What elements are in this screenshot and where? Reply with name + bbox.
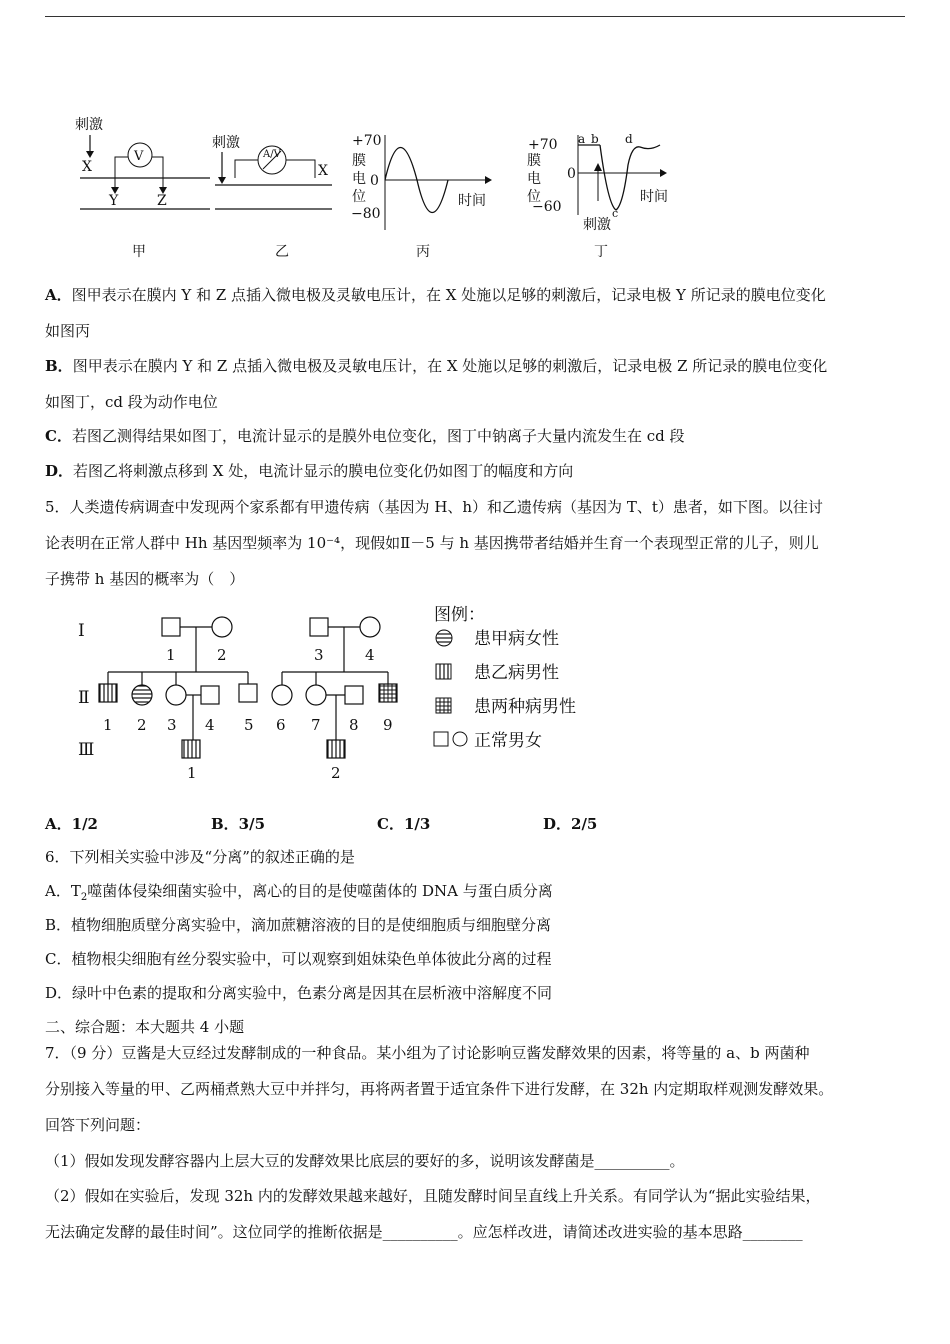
q5-options bbox=[45, 814, 597, 834]
q4-figure bbox=[60, 105, 720, 265]
ding-ylabel-2: 电 bbox=[527, 171, 541, 187]
q6-stem: 6．下列相关实验中涉及“分离”的叙述正确的是 bbox=[45, 848, 355, 866]
g3-num-2: 2 bbox=[331, 764, 341, 782]
ding-bottom: −60 bbox=[532, 199, 562, 215]
ding-stim: 刺激 bbox=[583, 217, 611, 233]
panel-label-bing: 丙 bbox=[416, 244, 430, 260]
g3-num-1: 1 bbox=[187, 764, 197, 782]
q5-option-b: B．3/5 bbox=[211, 815, 266, 833]
q5-option-d: D．2/5 bbox=[543, 815, 598, 833]
yi-stim-label: 刺激 bbox=[212, 135, 240, 151]
bing-ylabel-3: 位 bbox=[352, 189, 366, 205]
g2-num-1: 1 bbox=[103, 716, 113, 734]
panel-label-jia: 甲 bbox=[132, 244, 146, 260]
q7-part2-line1: （2）假如在实验后，发现 32h 内的发酵效果越来越好，且随发酵时间呈直线上升关系。有同学认为“据此实验结果， bbox=[45, 1187, 821, 1205]
q4-option-b-line1: B．图甲表示在膜内 Y 和 Z 点插入微电极及灵敏电压计，在 X 处施以足够的刺激后，记录电极 Z 所记录的膜电位变化 bbox=[45, 357, 828, 375]
jia-stim-label: 刺激 bbox=[75, 117, 103, 133]
q4-option-d: D．若图乙将刺激点移到 X 处，电流计显示的膜电位变化仍如图丁的幅度和方向 bbox=[45, 462, 574, 480]
q4-option-c: C．若图乙测得结果如图丁，电流计显示的是膜外电位变化，图丁中钠离子大量内流发生在 cd 段 bbox=[45, 427, 685, 445]
legend-title: 图例： bbox=[434, 605, 485, 625]
yi-x-label: X bbox=[318, 163, 328, 179]
bing-bottom: −80 bbox=[351, 206, 381, 222]
bing-ylabel-1: 膜 bbox=[352, 153, 366, 169]
q5-option-c: C．1/3 bbox=[377, 815, 431, 833]
ding-xlabel: 时间 bbox=[640, 189, 668, 205]
section-2-heading: 二、综合题：本大题共 4 小题 bbox=[45, 1018, 245, 1036]
panel-jia bbox=[75, 117, 210, 260]
g1-num-3: 3 bbox=[314, 646, 324, 664]
q7-part1: （1）假如发现发酵容器内上层大豆的发酵效果比底层的要好的多，说明该发酵菌是__________。 bbox=[45, 1152, 685, 1170]
jia-z-label: Z bbox=[157, 193, 167, 209]
g1-num-2: 2 bbox=[217, 646, 227, 664]
ding-b: b bbox=[591, 132, 599, 146]
q6-option-d: D．绿叶中色素的提取和分离实验中，色素分离是因其在层析液中溶解度不同 bbox=[45, 984, 553, 1002]
q7-line2: 分别接入等量的甲、乙两桶煮熟大豆中并拌匀，再将两者置于适宜条件下进行发酵，在 32h 内定期取样观测发酵效果。 bbox=[45, 1080, 834, 1098]
g2-num-6: 6 bbox=[276, 716, 286, 734]
pedigree-figure bbox=[70, 600, 630, 800]
q6-option-b: B．植物细胞质壁分离实验中，滴加蔗糖溶液的目的是使细胞质与细胞壁分离 bbox=[45, 916, 552, 934]
panel-label-yi: 乙 bbox=[275, 244, 289, 260]
q7-line1: 7．（9 分）豆酱是大豆经过发酵制成的一种食品。某小组为了讨论影响豆酱发酵效果的因素，将等量的 a、b 两菌种 bbox=[45, 1044, 810, 1062]
q5-option-a: A．1/2 bbox=[45, 815, 98, 833]
g2-num-9: 9 bbox=[383, 716, 393, 734]
bing-ylabel-2: 电 bbox=[352, 171, 366, 187]
bing-zero: 0 bbox=[370, 173, 379, 189]
g2-num-8: 8 bbox=[349, 716, 359, 734]
gen-label-2: Ⅱ bbox=[78, 688, 90, 708]
ding-d: d bbox=[625, 132, 633, 146]
panel-yi bbox=[212, 135, 332, 260]
pedigree-numbers bbox=[103, 646, 393, 782]
q4-option-b-line2: 如图丁，cd 段为动作电位 bbox=[45, 393, 218, 411]
q4-option-a-line2: 如图丙 bbox=[45, 322, 91, 340]
ding-top: +70 bbox=[528, 137, 558, 153]
legend-item-2: 患乙病男性 bbox=[474, 663, 559, 683]
q5-stem-line2: 论表明在正常人群中 Hh 基因型频率为 10⁻⁴，现假如Ⅱ－5 与 h 基因携带者结婚并生育一个表现型正常的儿子，则儿 bbox=[45, 534, 819, 552]
ding-ylabel-3: 位 bbox=[527, 189, 541, 205]
bing-top: +70 bbox=[352, 133, 382, 149]
jia-y-label: Y bbox=[109, 193, 119, 209]
legend-item-4: 正常男女 bbox=[474, 731, 542, 751]
yi-meter: A/V bbox=[263, 149, 281, 160]
q7-line3: 回答下列问题： bbox=[45, 1116, 151, 1134]
q7-part2-line2: 无法确定发酵的最佳时间”。这位同学的推断依据是__________。应怎样改进，请简述改进实验的基本思路________ bbox=[45, 1223, 803, 1241]
jia-x-label: X bbox=[82, 159, 92, 175]
panel-ding bbox=[527, 132, 668, 260]
q5-stem-line1: 5．人类遗传病调查中发现两个家系都有甲遗传病（基因为 H、h）和乙遗传病（基因为 T、t）患者，如下图。以往讨 bbox=[45, 498, 823, 516]
g2-num-3: 3 bbox=[167, 716, 177, 734]
gen-label-3: Ⅲ bbox=[78, 740, 95, 760]
g2-num-5: 5 bbox=[244, 716, 254, 734]
panel-bing bbox=[351, 133, 492, 260]
g2-num-2: 2 bbox=[137, 716, 147, 734]
jia-meter: V bbox=[134, 149, 144, 164]
header-rule bbox=[45, 16, 905, 17]
ding-zero: 0 bbox=[567, 166, 576, 182]
q4-option-a-line1: A．图甲表示在膜内 Y 和 Z 点插入微电极及灵敏电压计，在 X 处施以足够的刺激后，记录电极 Y 所记录的膜电位变化 bbox=[45, 286, 826, 304]
legend-item-1: 患甲病女性 bbox=[474, 629, 559, 649]
legend-item-3: 患两种病男性 bbox=[474, 697, 576, 717]
g2-num-7: 7 bbox=[311, 716, 321, 734]
q6-option-a: A．$T_2$噬菌体侵染细菌实验中，离心的目的是使噬菌体的 DNA 与蛋白质分离 bbox=[45, 882, 553, 903]
g2-num-4: 4 bbox=[205, 716, 215, 734]
q6-option-c: C．植物根尖细胞有丝分裂实验中，可以观察到姐妹染色单体彼此分离的过程 bbox=[45, 950, 552, 968]
q5-stem-line3: 子携带 h 基因的概率为（ ） bbox=[45, 570, 245, 588]
bing-xlabel: 时间 bbox=[458, 193, 486, 209]
g1-num-4: 4 bbox=[365, 646, 375, 664]
pedigree-legend bbox=[434, 605, 576, 751]
gen-label-1: Ⅰ bbox=[78, 621, 85, 641]
ding-ylabel-1: 膜 bbox=[527, 153, 541, 169]
ding-c: c bbox=[612, 207, 619, 220]
g1-num-1: 1 bbox=[166, 646, 176, 664]
ding-a: a bbox=[578, 132, 586, 146]
panel-label-ding: 丁 bbox=[594, 244, 608, 260]
